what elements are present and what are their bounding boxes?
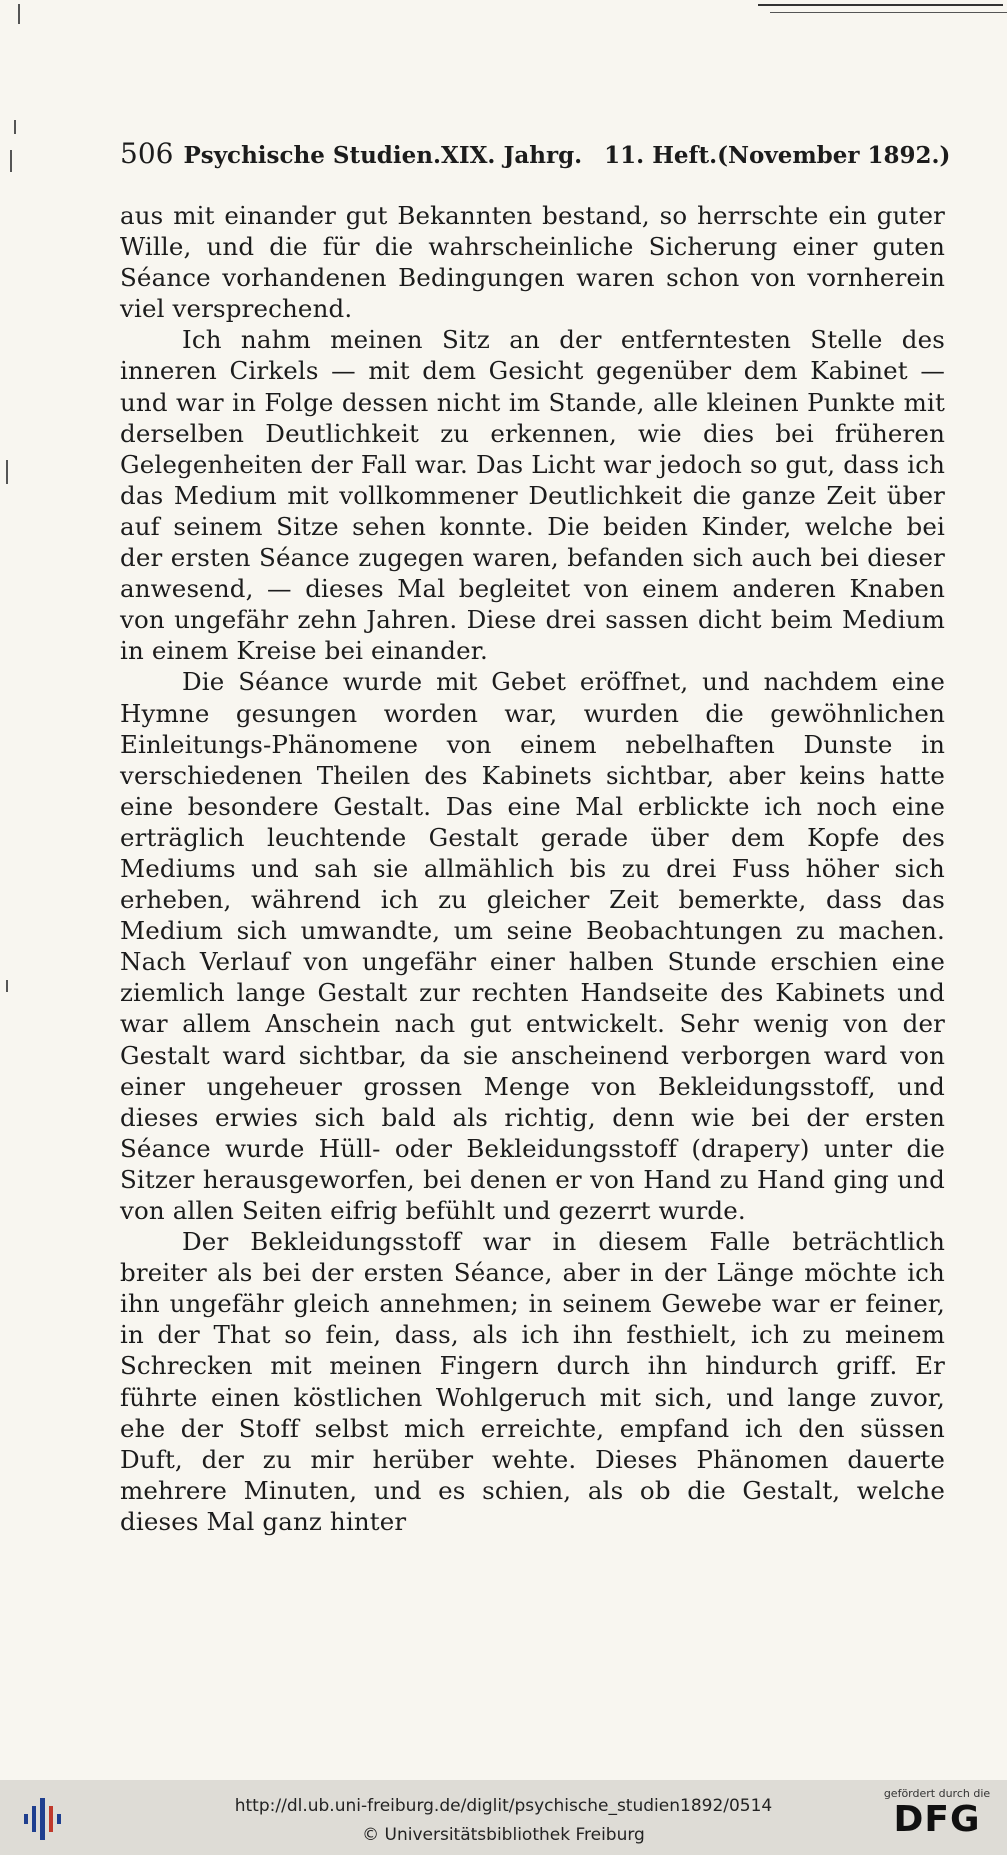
paragraph: Der Bekleidungsstoff war in diesem Falle beträchtlich breiter als bei der ersten Séance, aber in der Länge möchte ich ihn ungefähr gleich annehmen; in seinem Gewebe war er feiner, in der That so fein, dass, als ich ihn festhielt, ich zu meinem Schrecken mit meinen Fingern durch ihn hindurch griff. Er führte einen köstlichen Wohlgeruch mit sich, und lange zuvor, ehe der Stoff selbst mich erreichte, empfand ich den süssen Duft, der zu mir herüber wehte. Dieses Phänomen dauerte mehrere Minuten, und es schien, als ob die Gestalt, welche dieses Mal ganz hinter	[120, 1227, 945, 1536]
top-rule-thin	[770, 12, 1007, 13]
journal-title: Psychische Studien.	[183, 142, 441, 169]
sponsor-caption: gefördert durch die	[883, 1787, 991, 1800]
paragraph: Die Séance wurde mit Gebet eröffnet, und nachdem eine Hymne gesungen worden war, wurden die gewöhnlichen Einleitungs-Phänomene von einem nebelhaften Dunste in verschiedenen Theilen des Kabinets sichtbar, aber keins hatte eine besondere Gestalt. Das eine Mal erblickte ich noch eine erträglich leuchtende Gestalt gerade über dem Kopfe des Mediums und sah sie allmählich bis zu drei Fuss höher sich erheben, während ich zu gleicher Zeit bemerkte, dass das Medium sich umwandte, um seine Beobachtungen zu machen. Nach Verlauf von ungefähr einer halben Stunde erschien eine ziemlich lange Gestalt zur rechten Handseite des Kabinets und war allem Anschein nach gut entwickelt. Sehr wenig von der Gestalt ward sichtbar, da sie anscheinend verborgen ward von einer ungeheuer grossen Menge von Bekleidungsstoff, und dieses erwies sich bald als richtig, denn wie bei der ersten Séance wurde Hüll- oder Bekleidungsstoff (drapery) unter die Sitzer herausgeworfen, bei denen er von Hand zu Hand ging und von allen Seiten eifrig befühlt und gezerrt wurde.	[120, 667, 945, 1225]
body-text	[120, 200, 945, 1537]
volume-label: XIX. Jahrg.	[440, 142, 583, 169]
issue-date: (November 1892.)	[717, 142, 951, 169]
page-number: 506	[120, 137, 174, 170]
running-header	[120, 137, 950, 170]
page-url[interactable]: http://dl.ub.uni-freiburg.de/diglit/psychische_studien1892/0514	[234, 1796, 773, 1816]
issue-label: 11. Heft.	[604, 142, 718, 169]
viewer-footer	[0, 1780, 1007, 1855]
copyright-notice: © Universitätsbibliothek Freiburg	[362, 1825, 645, 1845]
dfg-logo	[881, 1788, 993, 1850]
paragraph: Ich nahm meinen Sitz an der entferntesten Stelle des inneren Cirkels — mit dem Gesicht gegenüber dem Kabinet — und war in Folge dessen nicht im Stande, alle kleinen Punkte mit derselben Deutlichkeit zu erkennen, wie dies bei früheren Gelegenheiten der Fall war. Das Licht war jedoch so gut, dass ich das Medium mit vollkommener Deutlichkeit die ganze Zeit über auf seinem Sitze sehen konnte. Die beiden Kinder, welche bei der ersten Séance zugegen waren, befanden sich auch bei dieser anwesend, — dieses Mal begleitet von einem anderen Knaben von ungefähr zehn Jahren. Diese drei sassen dicht beim Medium in einem Kreise bei einander.	[120, 325, 945, 666]
top-rule	[758, 4, 1003, 6]
paragraph: aus mit einander gut Bekannten bestand, so herrschte ein guter Wille, und die für die wahrscheinliche Sicherung einer guten Séance vorhandenen Bedingungen waren schon von vornherein viel versprechend.	[120, 201, 945, 324]
sponsor-logo-text: DFG	[893, 1799, 981, 1840]
margin-artifacts	[0, 0, 24, 1400]
